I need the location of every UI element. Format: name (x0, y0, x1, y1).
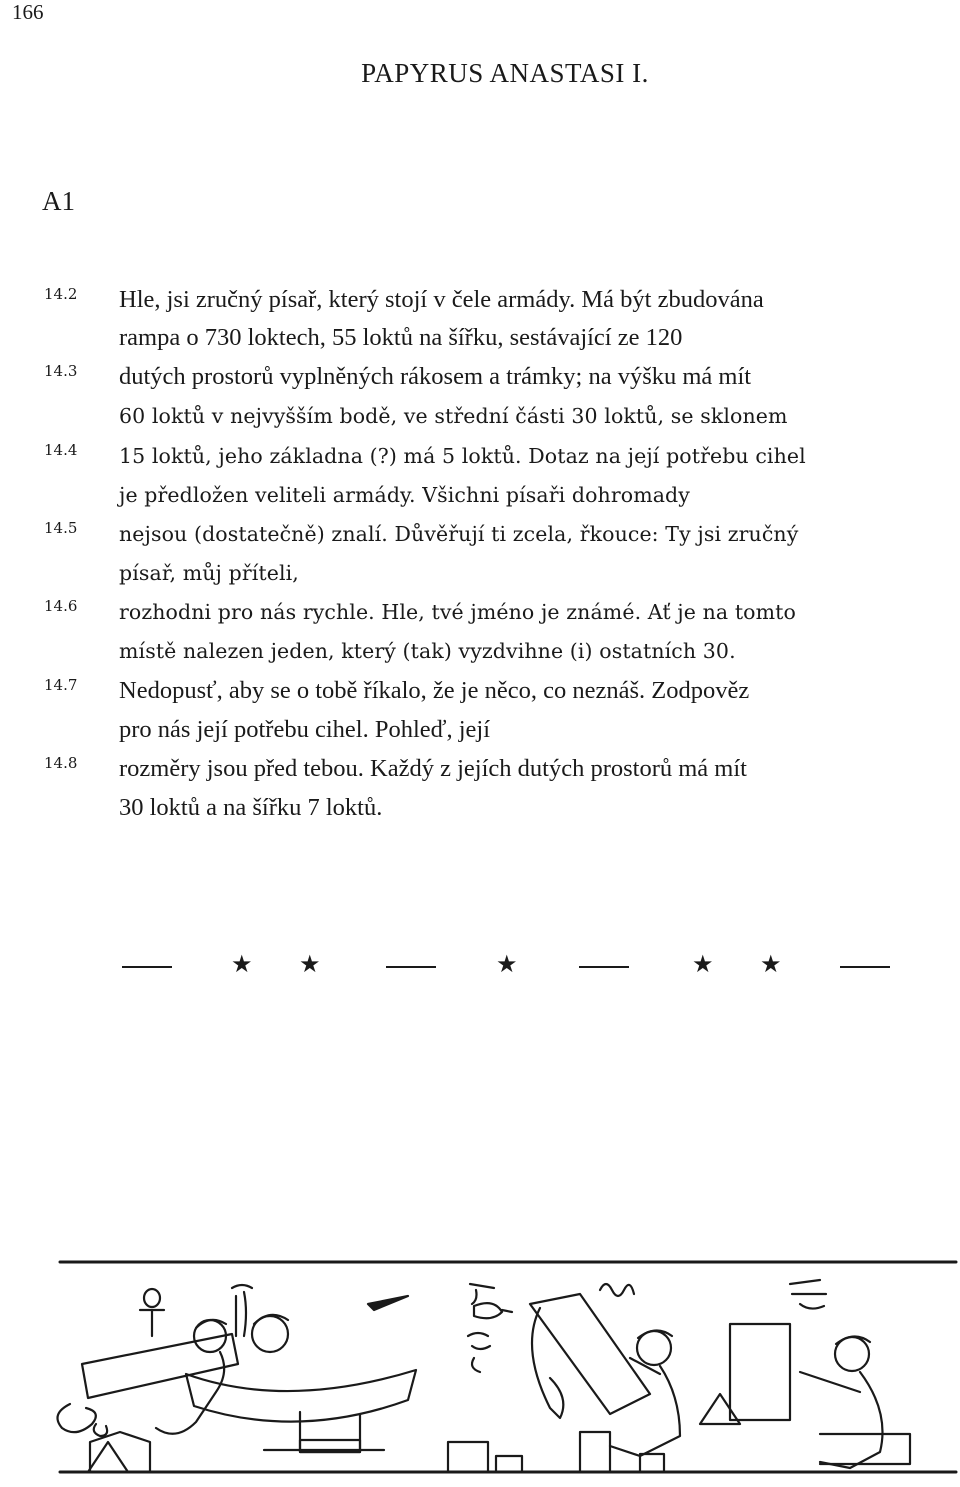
line-text: rozměry jsou před tebou. Každý z jejích dutých prostorů má mít (119, 755, 747, 782)
line-text: 15 loktů, jeho základna (?) má 5 loktů. Dotaz na její potřebu cihel (119, 444, 806, 468)
line-text: 30 loktů a na šířku 7 loktů. (119, 794, 383, 821)
line-text: dutých prostorů vyplněných rákosem a trámky; na výšku má mít (119, 363, 752, 390)
line-text: Hle, jsi zručný písař, který stojí v čele armády. Má být zbudována (119, 286, 764, 313)
verse-number: 14.2 (44, 285, 78, 303)
separator-star-icon: ★ (299, 950, 321, 978)
text-line (0, 597, 960, 637)
text-line (0, 715, 960, 755)
text-line (0, 519, 960, 559)
line-text: 60 loktů v nejvyšším bodě, ve střední části 30 loktů, se sklonem (119, 404, 788, 428)
text-line (0, 636, 960, 676)
text-line (0, 441, 960, 481)
line-text: písař, můj příteli, (119, 561, 299, 585)
separator-star-icon: ★ (760, 950, 782, 978)
text-line (0, 323, 960, 363)
text-line (0, 480, 960, 520)
ornamental-separator (0, 952, 960, 982)
verse-number: 14.8 (44, 754, 78, 772)
line-text: Nedopusť, aby se o tobě říkalo, že je něco, co neznáš. Zodpověz (119, 677, 750, 704)
verse-number: 14.3 (44, 362, 78, 380)
line-text: místě nalezen jeden, který (tak) vyzdvihne (i) ostatních 30. (119, 639, 736, 663)
section-label: A1 (42, 186, 75, 216)
separator-star-icon: ★ (692, 950, 714, 978)
separator-dash (840, 966, 890, 968)
page-title: PAPYRUS ANASTASI I. (361, 58, 649, 88)
text-line (0, 285, 960, 325)
page-number: 166 (12, 0, 44, 24)
line-text: je předložen veliteli armády. Všichni písaři dohromady (119, 483, 690, 507)
text-line (0, 558, 960, 598)
line-text: pro nás její potřebu cihel. Pohleď, její (119, 716, 491, 743)
separator-star-icon: ★ (231, 950, 253, 978)
separator-star-icon: ★ (496, 950, 518, 978)
verse-number: 14.7 (44, 676, 78, 694)
line-text: rampa o 730 loktech, 55 loktů na šířku, sestávající ze 120 (119, 324, 683, 351)
text-line (0, 676, 960, 716)
separator-dash (386, 966, 436, 968)
text-line (0, 401, 960, 441)
scribes-illustration-icon (0, 1244, 960, 1482)
text-line (0, 362, 960, 402)
line-text: rozhodni pro nás rychle. Hle, tvé jméno je známé. Ať je na tomto (119, 600, 796, 624)
text-line (0, 754, 960, 794)
verse-number: 14.6 (44, 597, 78, 615)
separator-dash (122, 966, 172, 968)
verse-number: 14.5 (44, 519, 78, 537)
separator-dash (579, 966, 629, 968)
verse-number: 14.4 (44, 441, 78, 459)
line-text: nejsou (dostatečně) znalí. Důvěřují ti zcela, řkouce: Ty jsi zručný (119, 522, 799, 546)
text-line (0, 793, 960, 833)
